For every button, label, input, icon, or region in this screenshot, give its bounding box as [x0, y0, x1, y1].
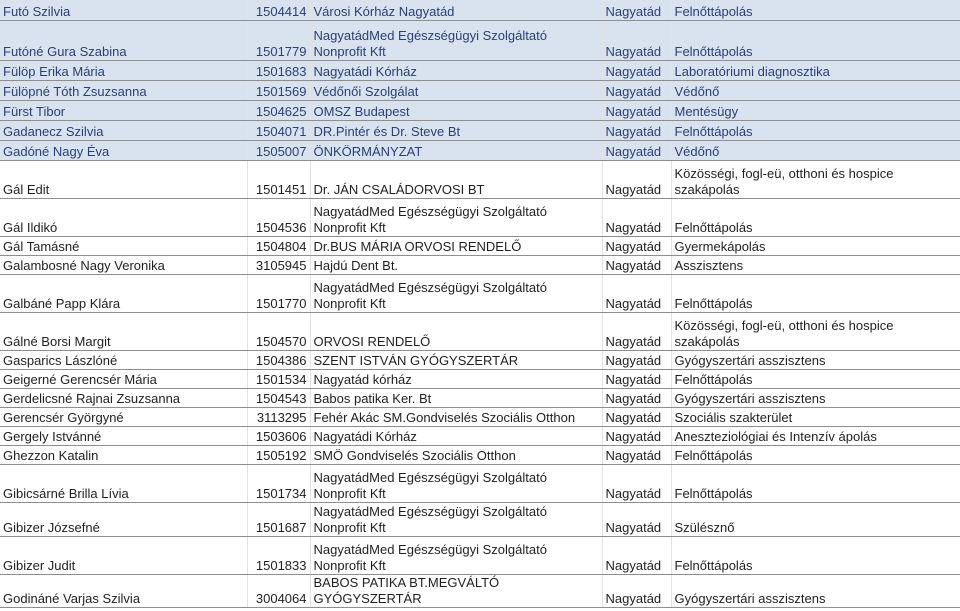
- table-row: [0, 369, 960, 388]
- cell-name: Gerencsér Györgyné: [0, 407, 247, 426]
- table-row: [0, 160, 960, 198]
- cell-role: Szociális szakterület: [671, 407, 960, 426]
- cell-organization: ÖNKÖRMÁNYZAT: [310, 140, 602, 160]
- cell-name: Gibizer Judit: [0, 536, 247, 574]
- cell-code: 3105945: [247, 255, 310, 274]
- cell-code: 1504414: [247, 0, 310, 20]
- cell-code: 1501569: [247, 80, 310, 100]
- cell-name: Fülöpné Tóth Zsuzsanna: [0, 80, 247, 100]
- cell-city: Nagyatád: [602, 60, 671, 80]
- cell-role: Védőnő: [671, 140, 960, 160]
- cell-city: Nagyatád: [602, 388, 671, 407]
- cell-role: Közösségi, fogl-eü, otthoni és hospice szakápolás: [671, 312, 960, 350]
- cell-code: 1503606: [247, 426, 310, 445]
- cell-role: Laboratóriumi diagnosztika: [671, 60, 960, 80]
- cell-role: Asszisztens: [671, 255, 960, 274]
- cell-name: Gadanecz Szilvia: [0, 120, 247, 140]
- table-row: [0, 426, 960, 445]
- cell-city: Nagyatád: [602, 80, 671, 100]
- table-row: [0, 80, 960, 100]
- cell-name: Gál Ildikó: [0, 198, 247, 236]
- cell-organization: Nagyatádi Kórház: [310, 60, 602, 80]
- cell-organization: NagyatádMed Egészségügyi Szolgáltató Nonprofit Kft: [310, 502, 602, 536]
- cell-city: Nagyatád: [602, 574, 671, 607]
- cell-organization: Dr.BUS MÁRIA ORVOSI RENDELŐ: [310, 236, 602, 255]
- cell-role: Felnőttápolás: [671, 198, 960, 236]
- table-row: [0, 255, 960, 274]
- table-row: [0, 350, 960, 369]
- cell-code: 1505007: [247, 140, 310, 160]
- table-row: [0, 407, 960, 426]
- cell-code: 1501451: [247, 160, 310, 198]
- cell-organization: BABOS PATIKA BT.MEGVÁLTÓ GYÓGYSZERTÁR: [310, 574, 602, 607]
- cell-role: Felnőttápolás: [671, 274, 960, 312]
- cell-role: Közösségi, fogl-eü, otthoni és hospice szakápolás: [671, 160, 960, 198]
- cell-organization: NagyatádMed Egészségügyi Szolgáltató Nonprofit Kft: [310, 198, 602, 236]
- cell-city: Nagyatád: [602, 350, 671, 369]
- table-row: [0, 464, 960, 502]
- cell-organization: Fehér Akác SM.Gondviselés Szociális Otthon: [310, 407, 602, 426]
- cell-name: Gál Edit: [0, 160, 247, 198]
- cell-code: 1504071: [247, 120, 310, 140]
- cell-organization: NagyatádMed Egészségügyi Szolgáltató Nonprofit Kft: [310, 20, 602, 60]
- cell-name: Futóné Gura Szabina: [0, 20, 247, 60]
- table-row: [0, 60, 960, 80]
- table-row: [0, 574, 960, 607]
- cell-role: Gyermekápolás: [671, 236, 960, 255]
- cell-city: Nagyatád: [602, 536, 671, 574]
- table-row: [0, 236, 960, 255]
- cell-name: Gál Tamásné: [0, 236, 247, 255]
- cell-role: Gyógyszertári asszisztens: [671, 388, 960, 407]
- table-row: [0, 198, 960, 236]
- cell-city: Nagyatád: [602, 274, 671, 312]
- cell-organization: Nagyatádi Kórház: [310, 426, 602, 445]
- cell-organization: Védőnői Szolgálat: [310, 80, 602, 100]
- cell-city: Nagyatád: [602, 20, 671, 60]
- cell-role: Gyógyszertári asszisztens: [671, 574, 960, 607]
- cell-organization: NagyatádMed Egészségügyi Szolgáltató Nonprofit Kft: [310, 274, 602, 312]
- table-row: [0, 120, 960, 140]
- cell-organization: SZENT ISTVÁN GYÓGYSZERTÁR: [310, 350, 602, 369]
- cell-name: Galambosné Nagy Veronika: [0, 255, 247, 274]
- cell-city: Nagyatád: [602, 255, 671, 274]
- cell-code: 1504543: [247, 388, 310, 407]
- cell-city: Nagyatád: [602, 160, 671, 198]
- cell-city: Nagyatád: [602, 464, 671, 502]
- table-row: [0, 502, 960, 536]
- cell-city: Nagyatád: [602, 120, 671, 140]
- cell-organization: Városi Kórház Nagyatád: [310, 0, 602, 20]
- cell-code: 1501833: [247, 536, 310, 574]
- cell-role: Felnőttápolás: [671, 464, 960, 502]
- cell-organization: Dr. JÁN CSALÁDORVOSI BT: [310, 160, 602, 198]
- cell-organization: Babos patika Ker. Bt: [310, 388, 602, 407]
- cell-city: Nagyatád: [602, 407, 671, 426]
- cell-name: Gálné Borsi Margit: [0, 312, 247, 350]
- cell-role: Felnőttápolás: [671, 0, 960, 20]
- cell-role: Védőnő: [671, 80, 960, 100]
- cell-city: Nagyatád: [602, 312, 671, 350]
- cell-organization: NagyatádMed Egészségügyi Szolgáltató Nonprofit Kft: [310, 464, 602, 502]
- table-row: [0, 100, 960, 120]
- cell-code: 1501687: [247, 502, 310, 536]
- cell-name: Futó Szilvia: [0, 0, 247, 20]
- cell-role: Aneszteziológiai és Intenzív ápolás: [671, 426, 960, 445]
- cell-code: 1504386: [247, 350, 310, 369]
- table-row: [0, 388, 960, 407]
- cell-code: 1501534: [247, 369, 310, 388]
- cell-role: Felnőttápolás: [671, 369, 960, 388]
- cell-city: Nagyatád: [602, 369, 671, 388]
- cell-code: 1504625: [247, 100, 310, 120]
- cell-city: Nagyatád: [602, 100, 671, 120]
- cell-code: 1501683: [247, 60, 310, 80]
- cell-name: Gadóné Nagy Éva: [0, 140, 247, 160]
- cell-city: Nagyatád: [602, 140, 671, 160]
- cell-code: 1505192: [247, 445, 310, 464]
- cell-name: Fürst Tibor: [0, 100, 247, 120]
- table-row: [0, 140, 960, 160]
- cell-role: Szülésznő: [671, 502, 960, 536]
- cell-role: Felnőttápolás: [671, 445, 960, 464]
- cell-role: Felnőttápolás: [671, 120, 960, 140]
- cell-role: Felnőttápolás: [671, 536, 960, 574]
- cell-code: 1504536: [247, 198, 310, 236]
- cell-organization: Hajdú Dent Bt.: [310, 255, 602, 274]
- cell-name: Gibizer Józsefné: [0, 502, 247, 536]
- table-row: [0, 312, 960, 350]
- cell-city: Nagyatád: [602, 236, 671, 255]
- cell-role: Mentésügy: [671, 100, 960, 120]
- cell-organization: ORVOSI RENDELŐ: [310, 312, 602, 350]
- cell-code: 1501779: [247, 20, 310, 60]
- cell-role: Felnőttápolás: [671, 20, 960, 60]
- cell-role: Gyógyszertári asszisztens: [671, 350, 960, 369]
- cell-organization: OMSZ Budapest: [310, 100, 602, 120]
- cell-organization: DR.Pintér és Dr. Steve Bt: [310, 120, 602, 140]
- cell-code: 1501734: [247, 464, 310, 502]
- cell-city: Nagyatád: [602, 502, 671, 536]
- cell-code: 3113295: [247, 407, 310, 426]
- cell-organization: SMÖ Gondviselés Szociális Otthon: [310, 445, 602, 464]
- cell-code: 3004064: [247, 574, 310, 607]
- table-row: [0, 20, 960, 60]
- cell-name: Ghezzon Katalin: [0, 445, 247, 464]
- cell-name: Galbáné Papp Klára: [0, 274, 247, 312]
- cell-organization: NagyatádMed Egészségügyi Szolgáltató Nonprofit Kft: [310, 536, 602, 574]
- cell-name: Gasparics Lászlóné: [0, 350, 247, 369]
- cell-name: Gerdelicsné Rajnai Zsuzsanna: [0, 388, 247, 407]
- table-row: [0, 274, 960, 312]
- cell-organization: Nagyatád kórház: [310, 369, 602, 388]
- cell-code: 1504570: [247, 312, 310, 350]
- cell-city: Nagyatád: [602, 0, 671, 20]
- cell-name: Gibicsárné Brilla Lívia: [0, 464, 247, 502]
- table-row: [0, 536, 960, 574]
- cell-name: Godináné Varjas Szilvia: [0, 574, 247, 607]
- cell-name: Gergely Istvánné: [0, 426, 247, 445]
- cell-city: Nagyatád: [602, 445, 671, 464]
- table-row: [0, 445, 960, 464]
- cell-code: 1501770: [247, 274, 310, 312]
- cell-city: Nagyatád: [602, 426, 671, 445]
- cell-name: Geigerné Gerencsér Mária: [0, 369, 247, 388]
- cell-code: 1504804: [247, 236, 310, 255]
- table-row: [0, 0, 960, 20]
- cell-city: Nagyatád: [602, 198, 671, 236]
- cell-name: Fülöp Erika Mária: [0, 60, 247, 80]
